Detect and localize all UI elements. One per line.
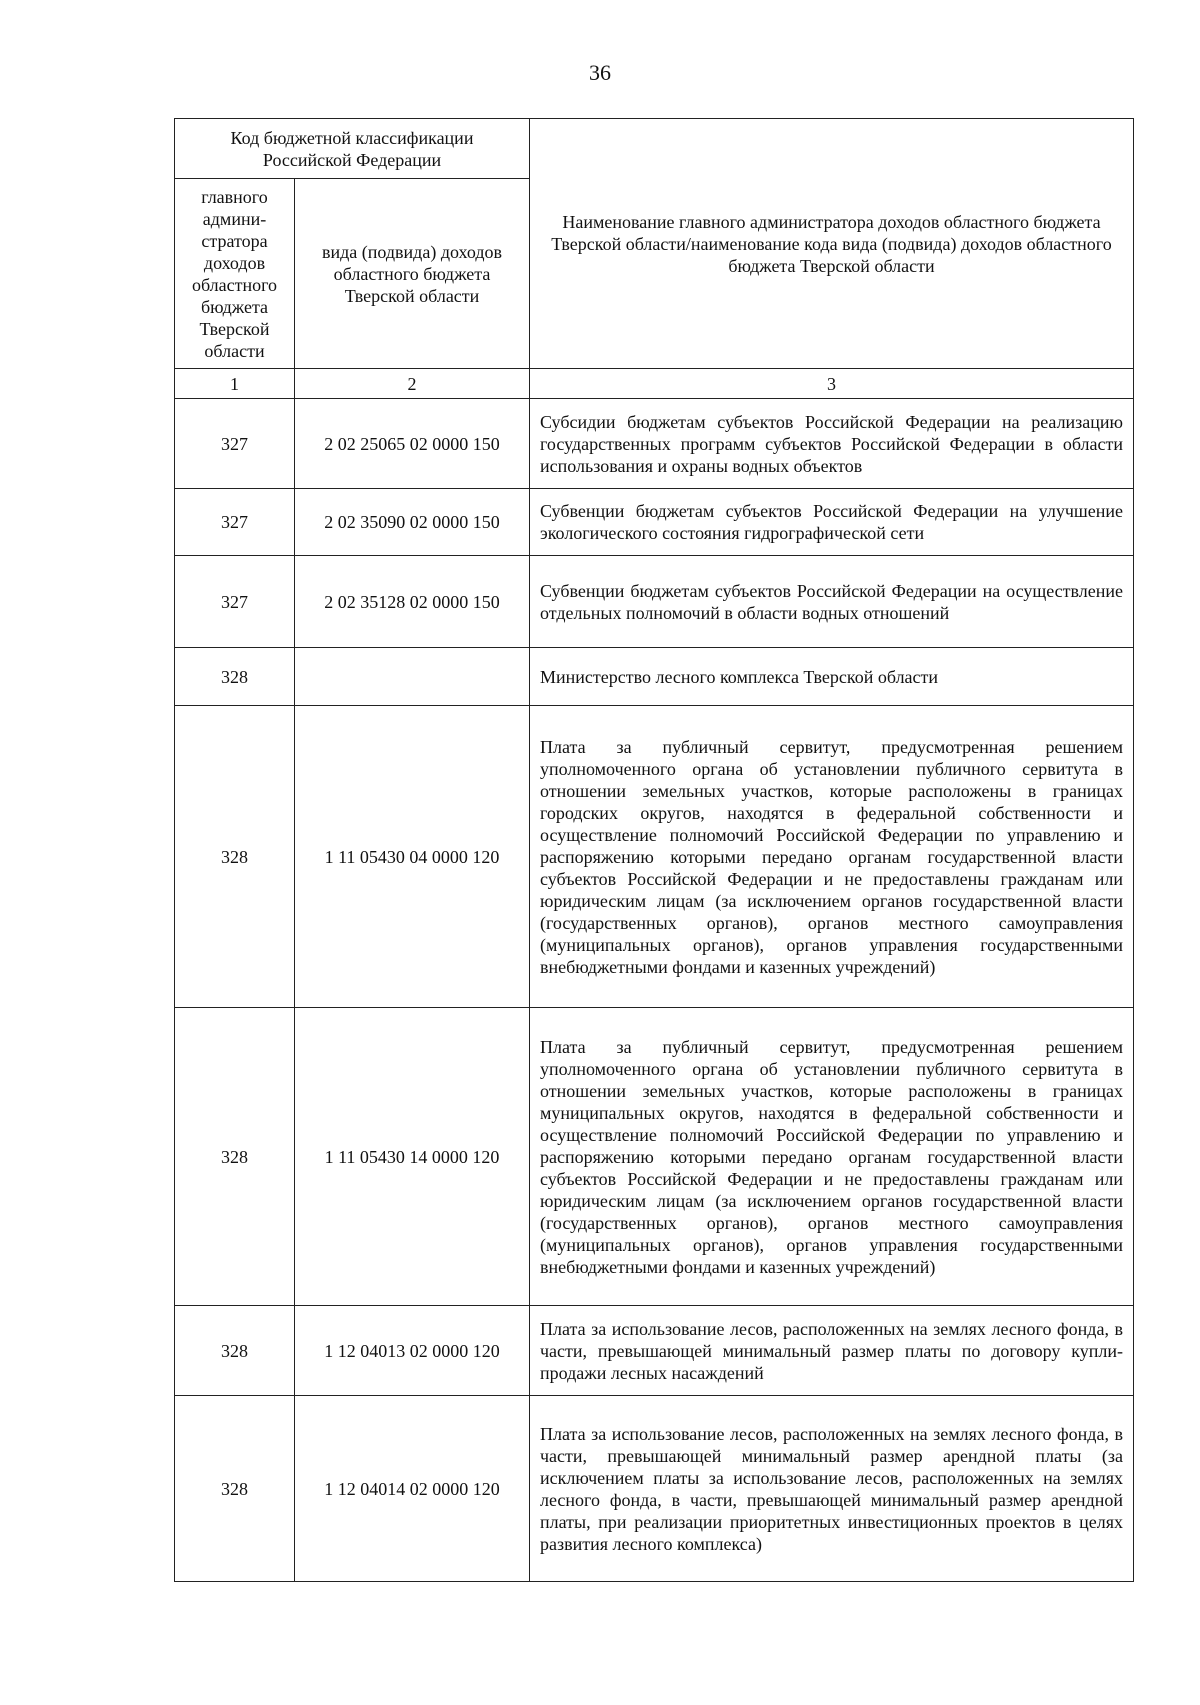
admin-code-cell: 328: [175, 648, 295, 706]
income-code-cell: 2 02 35128 02 0000 150: [295, 556, 530, 648]
header-name-column: Наименование главного администратора доходов областного бюджета Тверской области/наименование кода вида (подвида) доходов областного бюджета Тверской области: [530, 119, 1134, 369]
income-name-cell: Министерство лесного комплекса Тверской области: [530, 648, 1134, 706]
column-number-row: [175, 369, 1134, 399]
header-code-group: Код бюджетной классификации Российской Федерации: [175, 119, 530, 179]
budget-classification-table: [174, 118, 1134, 1582]
header-row: [175, 119, 1134, 179]
income-code-cell: [295, 648, 530, 706]
income-name-cell: Плата за публичный сервитут, предусмотренная решением уполномоченного органа об установлении публичного сервитута в отношении земельных участков, которые расположены в границах городских округов, находятся в федеральной собственности и осуществление полномочий Российской Федерации по управлению и распоряжению которыми передано органам государственной власти субъектов Российской Федерации и не предоставлены гражданам или юридическим лицам (за исключением органов государственной власти (государственных органов), органов местного самоуправления (муниципальных органов), органов управления государственными внебюджетными фондами и казенных учреждений): [530, 706, 1134, 1008]
income-name-cell: Плата за использование лесов, расположенных на землях лесного фонда, в части, превышающей минимальный размер платы по договору купли-продажи лесных насаждений: [530, 1306, 1134, 1396]
income-name-cell: Субвенции бюджетам субъектов Российской Федерации на осуществление отдельных полномочий в области водных отношений: [530, 556, 1134, 648]
column-number-2: 2: [295, 369, 530, 399]
admin-code-cell: 328: [175, 1396, 295, 1582]
header-col-admin: главного админи-стратора доходов областного бюджета Тверской области: [175, 179, 295, 369]
income-name-cell: Субвенции бюджетам субъектов Российской Федерации на улучшение экологического состояния гидрографической сети: [530, 489, 1134, 556]
income-name-cell: Плата за использование лесов, расположенных на землях лесного фонда, в части, превышающей минимальный размер арендной платы (за исключением платы за использование лесов, расположенных на землях лесного фонда, в части, превышающей минимальный размер арендной платы, при реализации приоритетных инвестиционных проектов в целях развития лесного комплекса): [530, 1396, 1134, 1582]
admin-code-cell: 327: [175, 556, 295, 648]
page-number: 36: [589, 60, 611, 85]
income-name-cell: Субсидии бюджетам субъектов Российской Федерации на реализацию государственных программ субъектов Российской Федерации в области использования и охраны водных объектов: [530, 399, 1134, 489]
admin-code-cell: 328: [175, 1306, 295, 1396]
income-name-cell: Плата за публичный сервитут, предусмотренная решением уполномоченного органа об установлении публичного сервитута в отношении земельных участков, которые расположены в границах муниципальных округов, находятся в федеральной собственности и осуществление полномочий Российской Федерации по управлению и распоряжению которыми передано органам государственной власти субъектов Российской Федерации и не предоставлены гражданам или юридическим лицам (за исключением органов государственной власти (государственных органов), органов местного самоуправления (муниципальных органов), органов управления государственными внебюджетными фондами и казенных учреждений): [530, 1008, 1134, 1306]
table-row: [175, 1396, 1134, 1582]
income-code-cell: 2 02 25065 02 0000 150: [295, 399, 530, 489]
table-row: [175, 1306, 1134, 1396]
table-row: [175, 1008, 1134, 1306]
table-row: [175, 489, 1134, 556]
admin-code-cell: 328: [175, 706, 295, 1008]
table-row: [175, 399, 1134, 489]
admin-code-cell: 327: [175, 489, 295, 556]
income-code-cell: 1 12 04013 02 0000 120: [295, 1306, 530, 1396]
table-row: [175, 648, 1134, 706]
income-code-cell: 2 02 35090 02 0000 150: [295, 489, 530, 556]
table-row: [175, 556, 1134, 648]
admin-code-cell: 328: [175, 1008, 295, 1306]
column-number-1: 1: [175, 369, 295, 399]
column-number-3: 3: [530, 369, 1134, 399]
table-row: [175, 706, 1134, 1008]
header-col-code: вида (подвида) доходов областного бюджета Тверской области: [295, 179, 530, 369]
income-code-cell: 1 12 04014 02 0000 120: [295, 1396, 530, 1582]
income-code-cell: 1 11 05430 14 0000 120: [295, 1008, 530, 1306]
admin-code-cell: 327: [175, 399, 295, 489]
income-code-cell: 1 11 05430 04 0000 120: [295, 706, 530, 1008]
